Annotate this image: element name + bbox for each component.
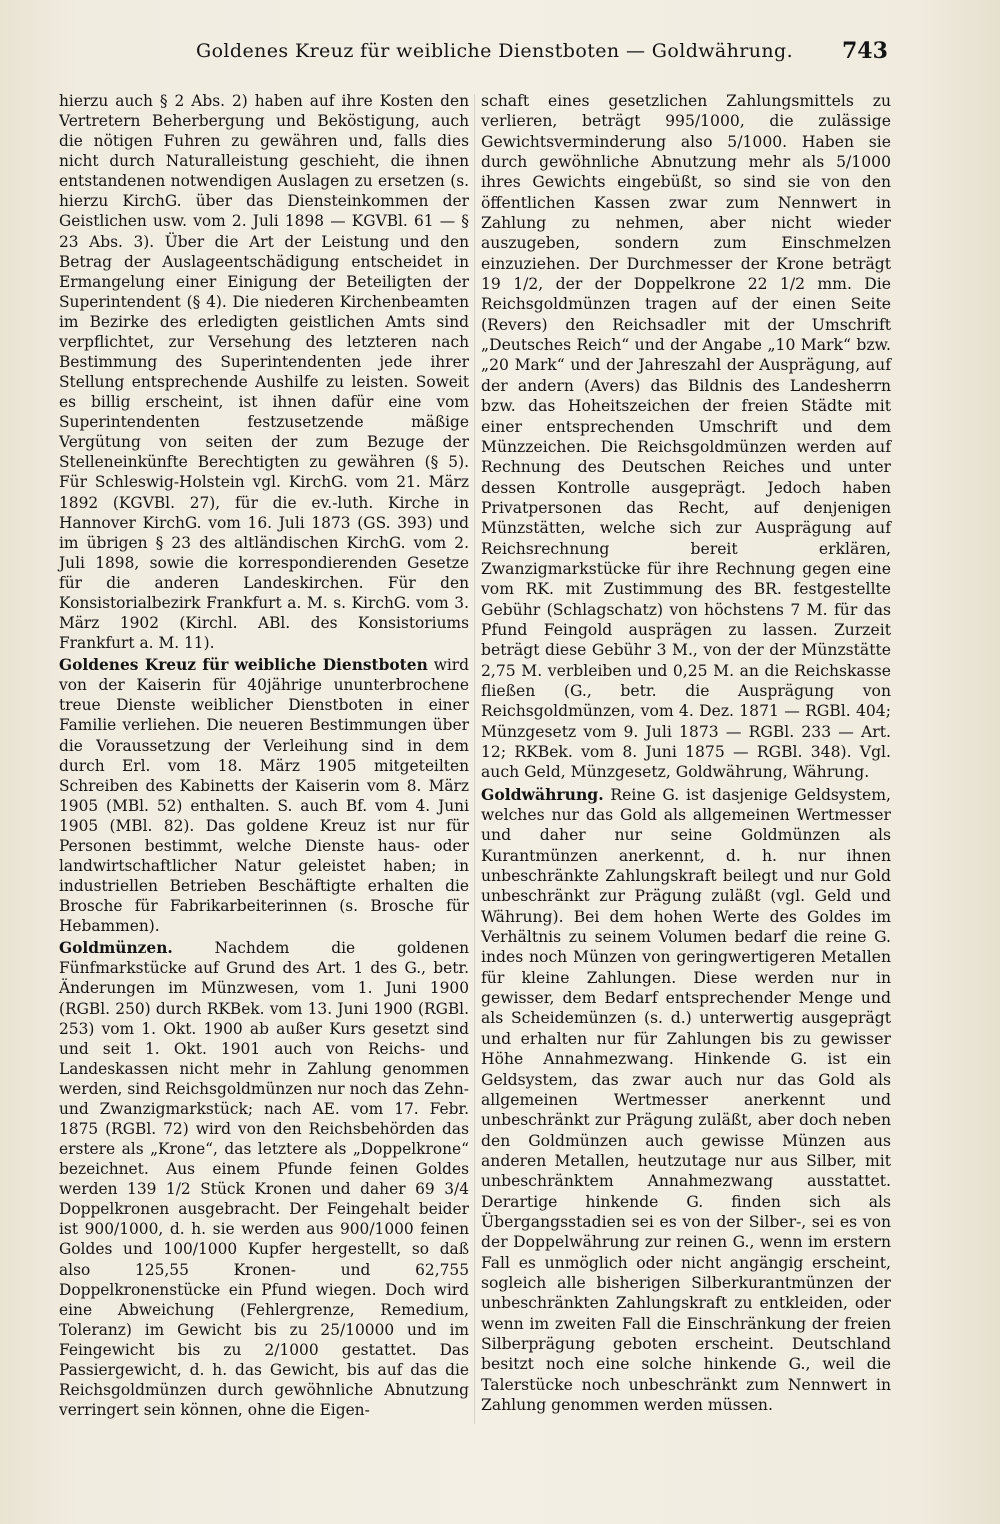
entry-text: Reine G. ist dasjenige Geldsystem, welches nur das Gold als allgemeinen Wertmesser und daher nur seine Goldmünzen als Kurantmünzen anerkennt, d. h. nur ihnen unbeschränkte Zahlungskraft beilegt und nur Gold unbeschränkt zur Prägung zuläßt (vgl. Geld und Währung). Bei dem hohen Werte des Goldes im Verhältnis zu seinem Volumen bedarf die reine G. indes noch Münzen von geringwertigeren Metallen für kleine Zahlungen. Diese werden nur in gewisser, dem Bedarf entsprechender Menge und als Scheidemünzen (s. d.) unterwertig ausgeprägt und erhalten nur für Zahlungen bis zu gewisser Höhe Annahmezwang. Hinkende G. ist ein Geldsystem, das zwar auch nur das Gold als allgemeinen Wertmesser anerkennt und unbeschränkt zur Prägung zuläßt, aber doch neben den Goldmünzen auch gewisse Münzen aus anderen Metallen, heutzutage nur aus Silber, mit unbeschränktem Annahmezwang ausstattet. Derartige hinkende G. finden sich als Übergangsstadien sei es von der Silber-, sei es von der Doppelwährung zur reinen G., wenn im erstern Fall es unmöglich oder nicht angängig erscheint, sogleich alle bisherigen Silberkurantmünzen der unbeschränkten Zahlungskraft zu entkleiden, oder wenn im zweiten Fall die Einschränkung der freien Silberprägung geboten erscheint. Deutschland besitzt noch eine solche hinkende G., weil die Talerstücke noch unbeschränkt zum Nennwert in Zahlung genommen werden müssen. — [481, 785, 891, 1414]
entry-headword: Goldmünzen. — [59, 939, 173, 958]
entry-text: wird von der Kaiserin für 40jährige ununterbrochene treue Dienste weiblicher Dienstboten in einer Familie verliehen. Die neueren Bestimmungen über die Voraussetzung der Verleihung sind in dem durch Erl. vom 18. März 1905 mitgeteilten Schreiben des Kabinetts der Kaiserin vom 8. März 1905 (MBl. 52) enthalten. S. auch Bf. vom 4. Juni 1905 (MBl. 82). Das goldene Kreuz ist nur für Personen bestimmt, welche Dienste haus- oder landwirtschaftlicher Natur geleistet haben; in industriellen Betrieben Beschäftigte erhalten die Brosche für Fabrikarbeiterinnen (s. Brosche für Hebammen). — [59, 656, 469, 936]
continuation-text: schaft eines gesetzlichen Zahlungsmittels zu verlieren, beträgt 995/1000, die zulässige Gewichtsverminderung also 5/1000. Haben sie durch gewöhnliche Abnutzung mehr als 5/1000 ihres Gewichts eingebüßt, so sind sie von den öffentlichen Kassen zwar zum Nennwert in Zahlung zu nehmen, aber nicht wieder auszugeben, sondern zum Einschmelzen einzuziehen. Der Durchmesser der Krone beträgt 19 1/2, der der Doppelkrone 22 1/2 mm. Die Reichsgoldmünzen tragen auf der einen Seite (Revers) den Reichsadler mit der Umschrift „Deutsches Reich“ und der Angabe „10 Mark“ bzw. „20 Mark“ und der Jahreszahl der Ausprägung, auf der andern (Avers) das Bildnis des Landesherrn bzw. das Hoheitszeichen der freien Städte mit einer entsprechenden Umschrift und dem Münzzeichen. Die Reichsgoldmünzen werden auf Rechnung des Deutschen Reiches und unter dessen Kontrolle ausgeprägt. Jedoch haben Privatpersonen das Recht, auf denjenigen Münzstätten, welche sich zur Ausprägung auf Reichsrechnung bereit erklären, Zwanzigmarkstücke für ihre Rechnung gegen eine vom RK. mit Zustimmung des BR. festgestellte Gebühr (Schlagschatz) von höchstens 7 M. für das Pfund Feingold ausprägen zu lassen. Zurzeit beträgt diese Gebühr 3 M., von der der Münzstätte 2,75 M. verbleiben und 0,25 M. an die Reichskasse fließen (G., betr. die Ausprägung von Reichsgoldmünzen, vom 4. Dez. 1871 — RGBl. 404; Münzgesetz vom 9. Juli 1873 — RGBl. 233 — Art. 12; RKBek. vom 8. Juni 1875 — RGBl. 348). Vgl. auch Geld, Münzgesetz, Goldwährung, Währung. — [481, 92, 891, 782]
entry-headword: Goldenes Kreuz für weibliche Dienstboten — [59, 656, 428, 675]
right-column — [481, 91, 891, 1451]
page-number: 743 — [842, 38, 888, 64]
entry-goldmuenzen — [59, 938, 469, 1420]
entry-goldenes-kreuz — [59, 655, 469, 936]
page-header — [0, 34, 1000, 74]
entry-goldwaehrung — [481, 785, 891, 1416]
continuation-text: hierzu auch § 2 Abs. 2) haben auf ihre Kosten den Vertretern Beherbergung und Beköstigung, auch die nötigen Fuhren zu gewähren und, falls dies nicht durch Naturalleistung geschieht, die ihnen entstandenen notwendigen Auslagen zu ersetzen (s. hierzu KirchG. über das Diensteinkommen der Geistlichen usw. vom 2. Juli 1898 — KGVBl. 61 — § 23 Abs. 3). Über die Art der Leistung und den Betrag der Auslageentschädigung entscheidet in Ermangelung einer Einigung der Beteiligten der Superintendent (§ 4). Die niederen Kirchenbeamten im Bezirke des erledigten geistlichen Amts sind verpflichtet, zur Versehung des letzteren nach Bestimmung des Superintendenten jede ihrer Stellung entsprechende Aushilfe zu leisten. Soweit es billig erscheint, ist ihnen dafür eine vom Superintendenten festzusetzende mäßige Vergütung von seiten der zum Bezuge der Stelleneinkünfte Berechtigten zu gewähren (§ 5). Für Schleswig-Holstein vgl. KirchG. vom 21. März 1892 (KGVBl. 27), für die ev.-luth. Kirche in Hannover KirchG. vom 16. Juli 1873 (GS. 393) und im übrigen § 23 des altländischen KirchG. vom 2. Juli 1898, sowie die korrespondierenden Gesetze für die anderen Landeskirchen. Für den Konsistorialbezirk Frankfurt a. M. s. KirchG. vom 3. März 1902 (Kirchl. ABl. des Konsistoriums Frankfurt a. M. 11). — [59, 92, 469, 653]
running-title: Goldenes Kreuz für weibliche Dienstboten — Goldwährung. — [196, 40, 794, 62]
left-column — [59, 91, 469, 1451]
column-divider — [474, 94, 475, 1424]
entry-text: Nachdem die goldenen Fünfmarkstücke auf Grund des Art. 1 des G., betr. Änderungen im Münzwesen, vom 1. Juni 1900 (RGBl. 250) durch RKBek. vom 13. Juni 1900 (RGBl. 253) vom 1. Okt. 1900 ab außer Kurs gesetzt sind und seit 1. Okt. 1901 auch von Reichs- und Landeskassen nicht mehr in Zahlung genommen werden, sind Reichsgoldmünzen nur noch das Zehn- und Zwanzigmarkstück; nach AE. vom 17. Febr. 1875 (RGBl. 72) wird von den Reichsbehörden das erstere als „Krone“, das letztere als „Doppelkrone“ bezeichnet. Aus einem Pfunde feinen Goldes werden 139 1/2 Stück Kronen und daher 69 3/4 Doppelkronen ausgebracht. Der Feingehalt beider ist 900/1000, d. h. sie werden aus 900/1000 feinen Goldes und 100/1000 Kupfer hergestellt, so daß also 125,55 Kronen- und 62,755 Doppelkronenstücke ein Pfund wiegen. Doch wird eine Abweichung (Fehlergrenze, Remedium, Toleranz) im Gewicht bis zu 25/10000 und im Feingewicht bis zu 2/1000 gestattet. Das Passiergewicht, d. h. das Gewicht, bis auf das die Reichsgoldmünzen durch gewöhnliche Abnutzung verringert sein können, ohne die Eigen- — [59, 939, 469, 1420]
entry-headword: Goldwährung. — [481, 784, 604, 804]
